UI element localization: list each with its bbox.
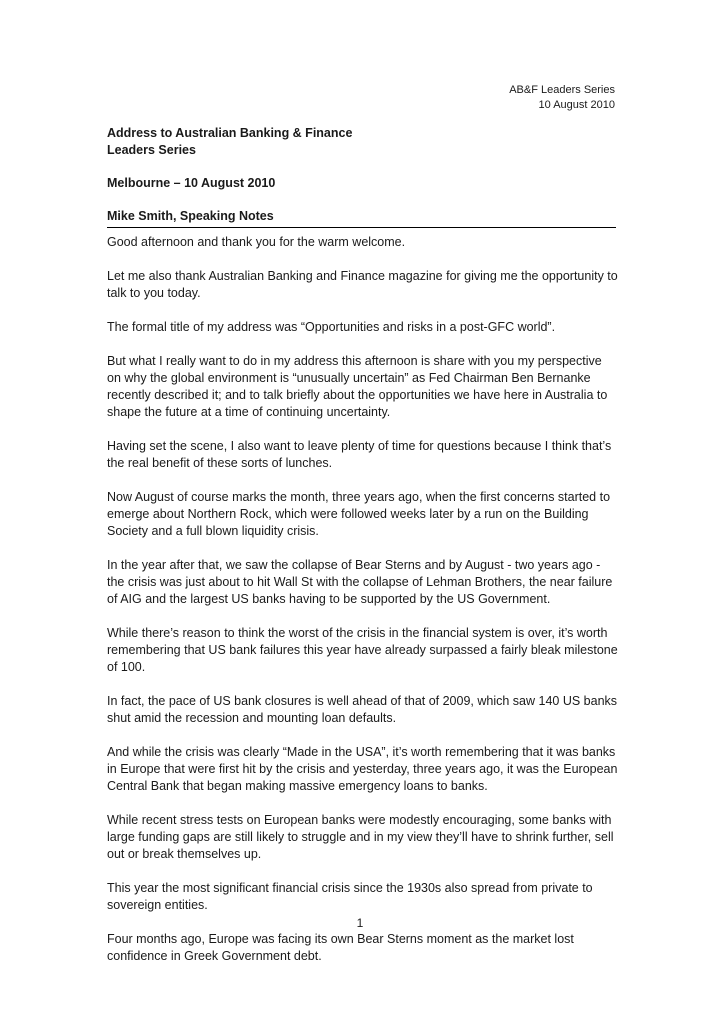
- paragraph: And while the crisis was clearly “Made in the USA”, it’s worth remembering that it was banks in Europe that were first hit by the crisis and yesterday, three years ago, it was the European Central Bank that began making massive emergency loans to banks.: [107, 745, 618, 793]
- document-body: [107, 234, 619, 982]
- paragraph: Let me also thank Australian Banking and Finance magazine for giving me the opportunity to talk to you today.: [107, 269, 618, 300]
- paragraph: In fact, the pace of US bank closures is well ahead of that of 2009, which saw 140 US banks shut amid the recession and mounting loan defaults.: [107, 694, 618, 725]
- paragraph: But what I really want to do in my address this afternoon is share with you my perspective on why the global environment is “unusually uncertain” as Fed Chairman Ben Bernanke recently described it; and to talk briefly about the opportunities we have here in Australia to shape the future at a time of continuing uncertainty.: [107, 354, 608, 419]
- spacer: [107, 159, 616, 175]
- paragraph: Now August of course marks the month, three years ago, when the first concerns started to emerge about Northern Rock, which were followed weeks later by a run on the Building Society and a full blown liquidity crisis.: [107, 490, 611, 538]
- paragraph: Having set the scene, I also want to leave plenty of time for questions because I think that’s the real benefit of these sorts of lunches.: [107, 439, 612, 470]
- running-header: [509, 83, 615, 113]
- paragraph: This year the most significant financial crisis since the 1930s also spread from private to sovereign entities.: [107, 881, 593, 912]
- page-number: 1: [356, 916, 364, 930]
- paragraph: The formal title of my address was “Opportunities and risks in a post-GFC world”.: [107, 320, 556, 334]
- title-line-1: Address to Australian Banking & Finance: [107, 126, 353, 140]
- title-block: [107, 125, 616, 228]
- title-speaker: Mike Smith, Speaking Notes: [107, 208, 616, 228]
- spacer: [107, 192, 616, 208]
- paragraph: While there’s reason to think the worst of the crisis in the financial system is over, it’s worth remembering that US bank failures this year have already surpassed a fairly bleak milestone of 100.: [107, 626, 618, 674]
- header-date: 10 August 2010: [538, 99, 615, 111]
- paragraph: In the year after that, we saw the collapse of Bear Sterns and by August - two years ago - the crisis was just about to hit Wall St with the collapse of Lehman Brothers, the near failure of AIG and the largest US banks having to be supported by the US Government.: [107, 558, 613, 606]
- title-location: Melbourne – 10 August 2010: [107, 176, 276, 190]
- paragraph: Good afternoon and thank you for the warm welcome.: [107, 235, 406, 249]
- title-line-2: Leaders Series: [107, 143, 196, 157]
- paragraph: While recent stress tests on European banks were modestly encouraging, some banks with large funding gaps are still likely to struggle and in my view they’ll have to shrink further, sell out or break themselves up.: [107, 813, 614, 861]
- header-series: AB&F Leaders Series: [509, 84, 615, 96]
- paragraph: Four months ago, Europe was facing its own Bear Sterns moment as the market lost confidence in Greek Government debt.: [107, 932, 574, 963]
